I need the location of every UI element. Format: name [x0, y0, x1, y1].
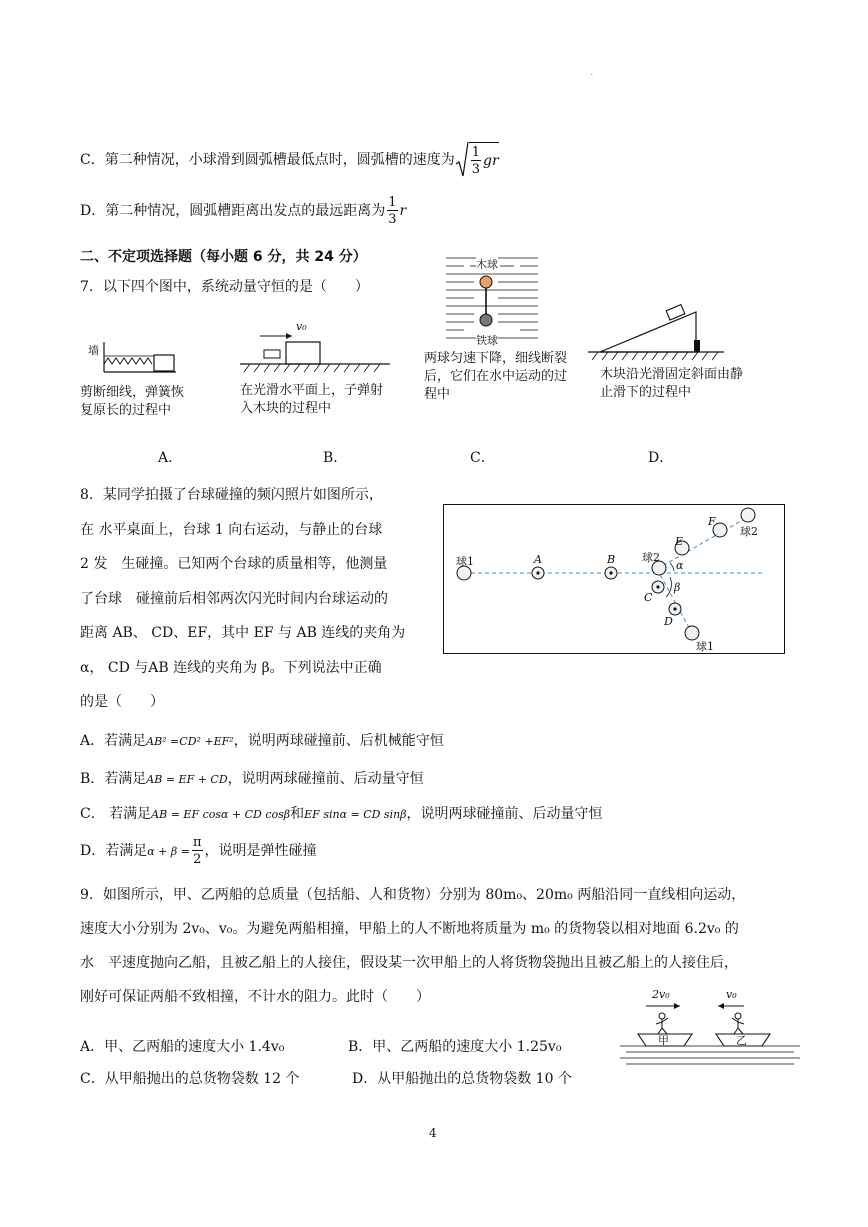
q7-figure-c — [424, 252, 574, 404]
q6-option-c-label: C． — [80, 152, 105, 168]
q8-option-c — [80, 803, 603, 823]
q8-option-b-formula: AB = EF + CD — [146, 773, 228, 786]
q9-option-b: B．甲、乙两船的速度大小 1.25v₀ — [348, 1039, 562, 1055]
point-e-label: E — [675, 535, 684, 548]
q9-line-4: 刚好可保证两船不致相撞，不计水的阻力。此时（ ） — [80, 989, 430, 1005]
q8-option-b-label: B．若满足 — [80, 771, 147, 787]
q9-boats-figure — [620, 986, 820, 1076]
q9-option-c: C．从甲船抛出的总货物袋数 12 个 — [80, 1071, 300, 1087]
q6-option-c — [80, 140, 499, 180]
boat-jia-label: 甲 — [658, 1034, 669, 1047]
q8-option-c-formula1: AB = EF cosα + CD cosβ — [151, 808, 291, 821]
q6-option-d — [80, 194, 406, 228]
q8-option-a — [80, 730, 444, 750]
q6-d-frac-den: 3 — [388, 212, 397, 227]
q9-option-d: D．从甲船抛出的总货物袋数 10 个 — [352, 1071, 572, 1087]
q8-option-a-formula: AB² =CD² +EF² — [146, 735, 234, 748]
q8-stem-line: 在 水平桌面上，台球 1 向右运动，与静止的台球 — [80, 521, 383, 538]
ball2-end-label: 球2 — [740, 525, 758, 538]
q6-c-expr: gr — [483, 153, 499, 169]
q6-d-frac-num: 1 — [388, 195, 397, 210]
point-b-label: B — [607, 553, 616, 566]
q8-option-b-rest: ，说明两球碰撞前、后动量守恒 — [227, 771, 424, 787]
q9-option-a: A．甲、乙两船的速度大小 1.4v₀ — [80, 1039, 285, 1055]
q9-line-2: 速度大小分别为 2v₀、v₀。为避免两船相撞，甲船上的人不断地将质量为 m₀ 的货物袋以相对地面 6.2v₀ 的 — [80, 921, 739, 937]
figure-d-caption: 木块沿光滑固定斜面由静止滑下的过程中 — [600, 367, 744, 400]
billiard-diagram — [444, 505, 784, 653]
q8-option-c-and: 和 — [290, 806, 305, 822]
q9-line-3: 水 平速度抛向乙船，且被乙船上的人接住，假设某一次甲船上的人将货物袋抛出且被乙船上的人接住后， — [80, 955, 738, 971]
q8-stem-line: 2 发 生碰撞。已知两个台球的质量相等，他测量 — [80, 556, 388, 572]
q8-option-c-label: C． 若满足 — [80, 806, 152, 822]
q9-line-1: 9．如图所示，甲、乙两船的总质量（包括船、人和货物）分别为 80m₀、20m₀ 两船沿同一直线相向运动， — [80, 887, 746, 903]
figure-b-caption: 在光滑水平面上，子弹射入木块的过程中 — [240, 383, 384, 416]
ball1-start-label: 球1 — [456, 555, 474, 568]
q7-figure-b — [240, 320, 400, 418]
point-d-label: D — [664, 615, 673, 628]
q7-option-a: A． — [158, 450, 183, 466]
section2-title: 二、不定项选择题（每小题 6 分，共 24 分） — [80, 249, 367, 265]
point-a-label: A — [534, 553, 542, 566]
q8-option-a-rest: ，说明两球碰撞前、后机械能守恒 — [233, 733, 444, 749]
header-dot: · — [590, 68, 594, 81]
q7-stem: 7．以下四个图中，系统动量守恒的是（ ） — [80, 279, 369, 295]
bullet-block-diagram — [240, 326, 400, 378]
boats-diagram — [620, 986, 820, 1076]
point-f-label: F — [708, 515, 716, 528]
wood-ball-label: 木球 — [476, 258, 498, 271]
q7-option-d: D． — [648, 450, 674, 466]
q7-figure-a — [80, 338, 200, 420]
alpha-label: α — [676, 559, 684, 572]
q8-option-d-label: D．若满足 — [80, 843, 148, 859]
q7-option-b: B． — [323, 450, 348, 466]
q8-option-d-rest: ，说明是弹性碰撞 — [204, 843, 317, 859]
figure-c-caption: 两球匀速下降，细线断裂后，它们在水中运动的过程中 — [424, 351, 568, 402]
yi-velocity-label: v₀ — [726, 988, 737, 1001]
q8-option-a-label: A．若满足 — [80, 733, 147, 749]
beta-label: β — [674, 581, 681, 594]
q8-d-frac-den: 2 — [193, 852, 202, 867]
q8-billiard-figure — [443, 504, 785, 654]
q8-option-b — [80, 768, 424, 788]
q6-d-expr: r — [399, 203, 407, 219]
sqrt-symbol — [455, 140, 469, 180]
q6-option-c-text: 第二种情况，小球滑到圆弧槽最低点时，圆弧槽的速度为 — [104, 152, 455, 168]
ball1-end-label: 球1 — [696, 640, 714, 653]
q8-option-d-formula: α + β = — [147, 845, 190, 858]
velocity-label: v₀ — [296, 320, 307, 333]
wall-label: 墙 — [88, 344, 99, 357]
q8-stem — [80, 478, 405, 720]
boat-yi-label: 乙 — [736, 1034, 747, 1047]
q8-stem-line: 了台球 碰撞前后相邻两次闪光时间内台球运动的 — [80, 590, 388, 607]
q8-stem-line: α， CD 与AB 连线的夹角为 β。下列说法中正确 — [80, 659, 382, 676]
q6-option-d-label: D． — [80, 203, 106, 219]
q6-c-frac-den: 3 — [471, 162, 480, 177]
q8-option-c-formula2: EF sinα = CD sinβ — [304, 808, 407, 821]
iron-ball-label: 铁球 — [476, 334, 498, 347]
jia-velocity-label: 2v₀ — [652, 988, 670, 1001]
q8-stem-line: 距离 AB、 CD、EF，其中 EF 与 AB 连线的夹角为 — [80, 625, 406, 641]
figure-a-caption: 剪断细线，弹簧恢复原长的过程中 — [80, 385, 185, 418]
q6-c-frac-num: 1 — [471, 145, 480, 160]
ball2-start-label: 球2 — [642, 551, 660, 564]
q7-figure-d — [588, 300, 744, 402]
q8-stem-line: 的是（ ） — [80, 694, 164, 710]
q8-stem-line: 8．某同学拍摄了台球碰撞的频闪照片如图所示， — [80, 487, 383, 503]
q8-d-frac-num: π — [192, 835, 202, 850]
point-c-label: C — [644, 591, 653, 604]
q7-option-c: C． — [470, 450, 495, 466]
page-number: 4 — [429, 1126, 437, 1140]
q6-option-d-text: 第二种情况，圆弧槽距离出发点的最远距离为 — [105, 203, 386, 219]
q8-option-c-rest: ，说明两球碰撞前、后动量守恒 — [406, 806, 603, 822]
incline-diagram — [588, 300, 728, 362]
q8-option-d — [80, 834, 317, 869]
